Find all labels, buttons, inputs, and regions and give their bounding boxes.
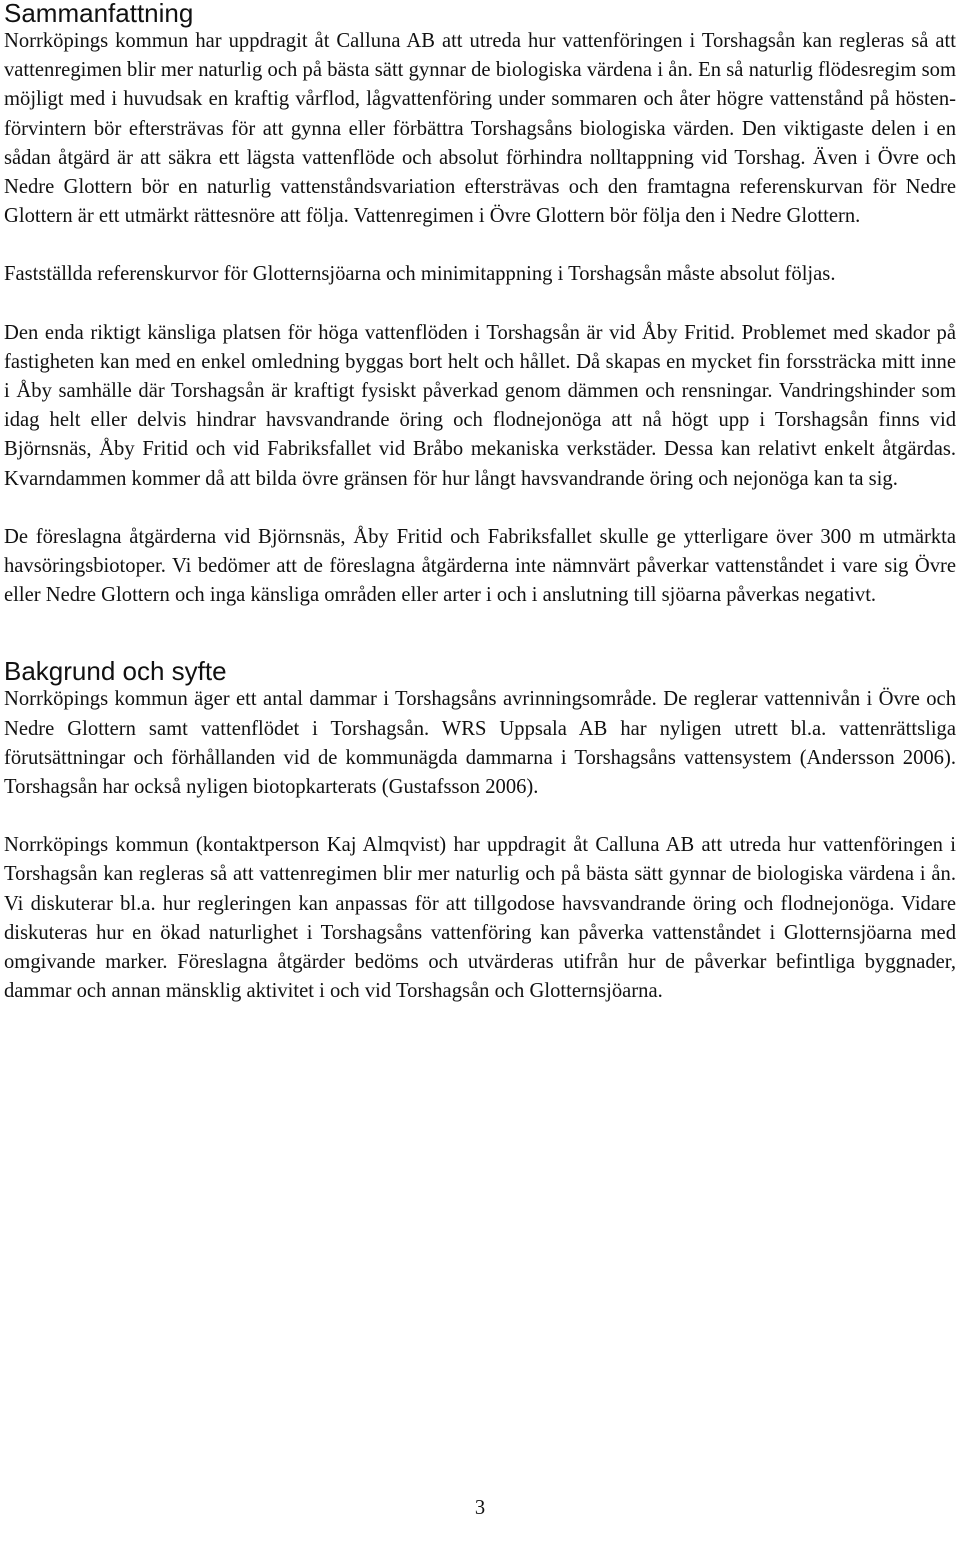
paragraph: Norrköpings kommun äger ett antal dammar i Torshagsåns avrinningsområde. De reglerar vattennivån i Övre och Nedre Glottern samt vattenflödet i Torshagsån. WRS Uppsala AB har nyligen utrett bl.a. vattenrättsliga förutsättningar och förhållanden vid de kommunägda dammarna i Torshagsåns vattensystem (Andersson 2006). Torshagsån har också nyligen biotopkarterats (Gustafsson 2006). xyxy=(4,688,956,799)
section-body-bakgrund-och-syfte xyxy=(4,685,956,1006)
paragraph: Den enda riktigt känsliga platsen för höga vattenflöden i Torshagsån är vid Åby Fritid. Problemet med skador på fastigheten kan med en enkel omledning byggas bort helt och hållet. Då skapas en mycket fin forssträcka mitt inne i Åby samhälle där Torshagsån är kraftigt fysiskt påverkad genom dämmen och rensningar. Vandringshinder som idag helt eller delvis hindrar havsvandrande öring och flodnejonöga att nå högt upp i Torshagsån finns vid Björnsnäs, Åby Fritid och vid Fabriksfallet vid Bråbo mekaniska verkstäder. Dessa kan relativt enkelt åtgärdas. Kvarndammen kommer då att bilda övre gränsen för hur långt havsvandrande öring och nejonöga kan ta sig. xyxy=(4,321,956,490)
paragraph: Fastställda referenskurvor för Glotternsjöarna och minimitappning i Torshagsån måste absolut följas. xyxy=(4,263,836,286)
paragraph: Norrköpings kommun (kontaktperson Kaj Almqvist) har uppdragit åt Calluna AB att utreda hur vattenföringen i Torshagsån kan regleras så att vattenregimen blir mer naturlig och på bästa sätt gynnar de biologiska värdena i ån. Vi diskuterar bl.a. hur regleringen kan anpassas för att tillgodose havsvandrande öring och flodnejonöga. Vidare diskuteras hur en ökad naturlighet i Torshagsåns vattenföring kan påverka vattenståndet i Glotternsjöarna med omgivande marker. Föreslagna åtgärder bedöms och utvärderas utifrån hur de påverkar befintliga byggnader, dammar och annan mänsklig aktivitet i och vid Torshagsån och Glotternsjöarna. xyxy=(4,834,956,1003)
paragraph: De föreslagna åtgärderna vid Björnsnäs, Åby Fritid och Fabriksfallet skulle ge ytterligare över 300 m utmärkta havsöringsbiotoper. Vi bedömer att de föreslagna åtgärderna inte nämnvärt påverkar vattenståndet i vare sig Övre eller Nedre Glottern och inga känsliga områden eller arter i och i anslutning till sjöarna påverkas negativt. xyxy=(4,525,956,607)
section-heading-sammanfattning: Sammanfattning xyxy=(4,0,194,28)
section-body-sammanfattning xyxy=(4,27,956,610)
paragraph: Norrköpings kommun har uppdragit åt Calluna AB att utreda hur vattenföringen i Torshagsån kan regleras så att vattenregimen blir mer naturlig och på bästa sätt gynnar de biologiska värdena i ån. En så naturlig flödesregim som möjligt med i huvudsak en kraftig vårflod, lågvattenföring under sommaren och åter högre vattenstånd på hösten-förvintern bör eftersträvas för att gynna eller förbättra Torshagsåns biologiska värden. Den viktigaste delen i en sådan åtgärd är att säkra ett lägsta vattenflöde och absolut förhindra nolltappning vid Torshag. Även i Övre och Nedre Glottern bör en naturlig vattenståndsvariation eftersträvas och den framtagna referenskurvan för Nedre Glottern är ett utmärkt rättesnöre att följa. Vattenregimen i Övre Glottern bör följa den i Nedre Glottern. xyxy=(4,30,956,228)
page-number: 3 xyxy=(474,1497,486,1519)
section-heading-bakgrund-och-syfte: Bakgrund och syfte xyxy=(4,656,227,687)
document-page xyxy=(4,0,956,1006)
